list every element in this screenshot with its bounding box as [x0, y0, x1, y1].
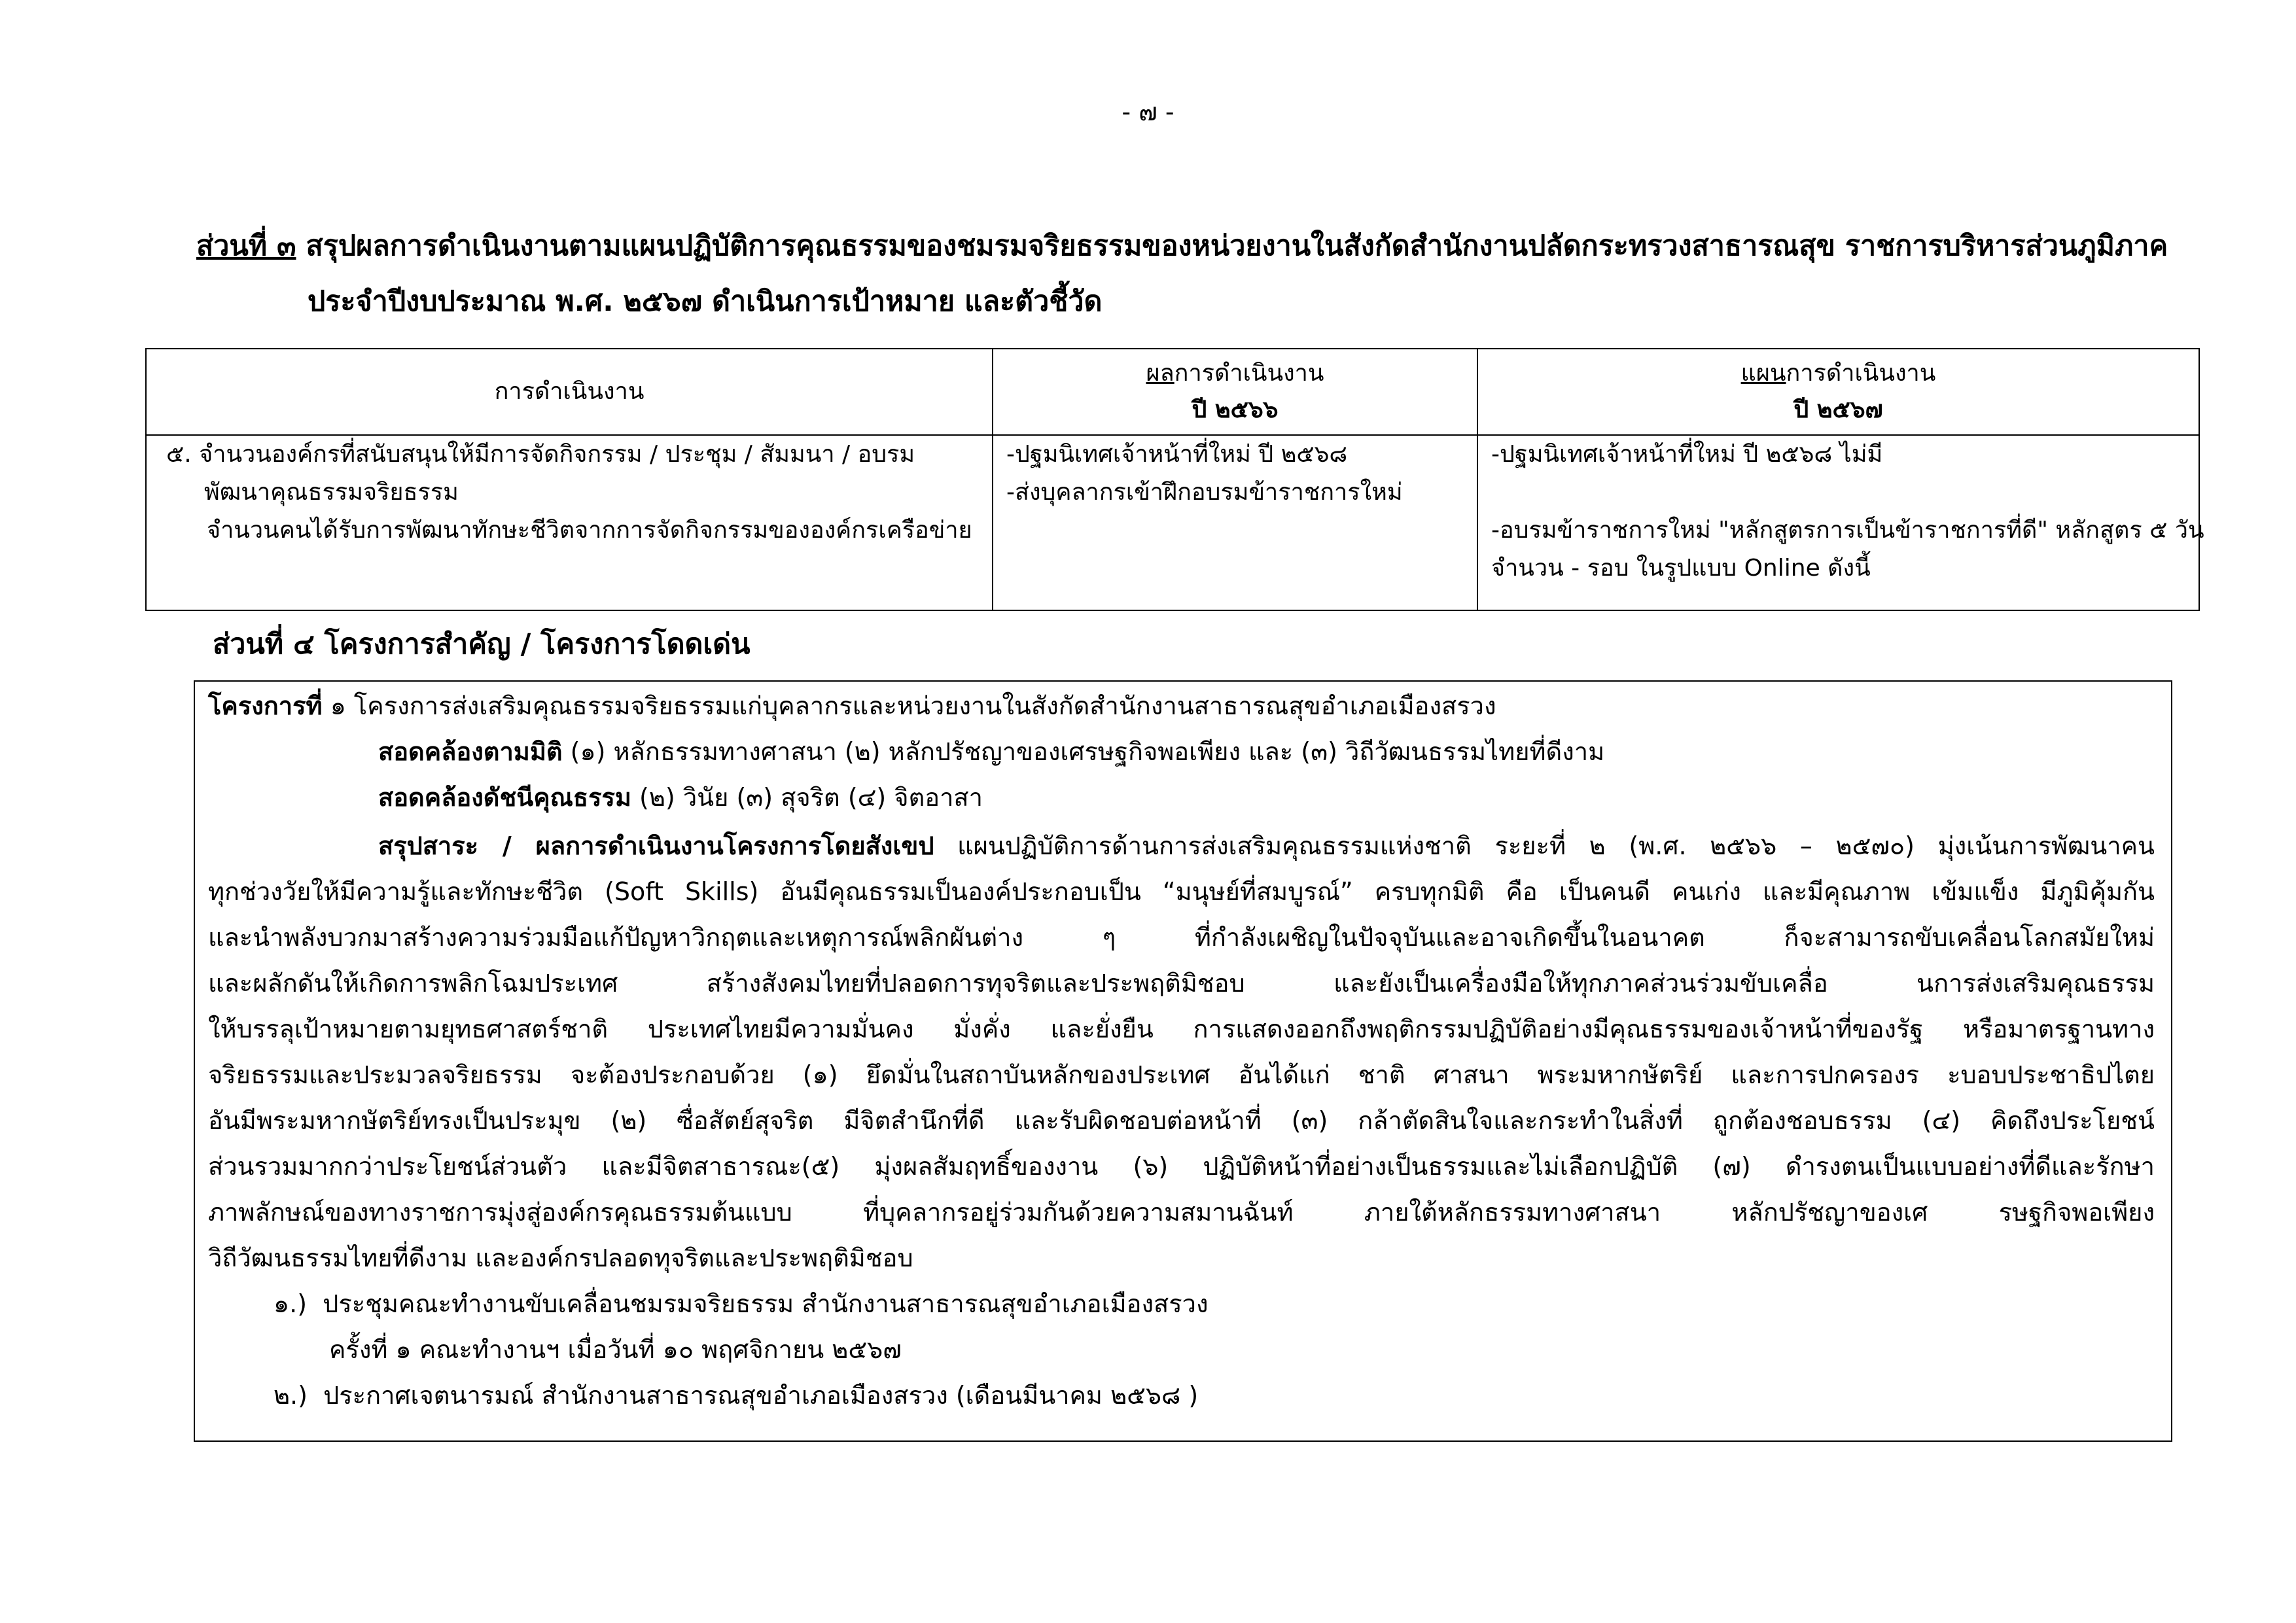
row-operation-line: พัฒนาคุณธรรมจริยธรรม — [204, 479, 459, 506]
summary-line: จริยธรรมและประมวลจริยธรรม จะต้องประกอบด้วย (๑) ยึดมั่นในสถาบันหลักของประเทศ อันได้แก่ ชาติ ศาสนา พระมหากษัตริย์ และการปกครองร ะบอบประชาธิปไตย — [208, 1060, 2155, 1089]
header-plan-rest: การดำเนินงาน — [1786, 360, 1936, 387]
project-title-line — [208, 693, 1496, 718]
header-plan-prefix: แผน — [1740, 360, 1786, 387]
header-results-year: ปี ๒๕๖๖ — [1192, 396, 1279, 423]
activity-item — [274, 1291, 1209, 1316]
header-results-2566 — [993, 349, 1477, 435]
results-table — [145, 348, 2204, 611]
row-results-cell — [993, 435, 1477, 610]
project-label: โครงการที่ — [208, 691, 323, 720]
row-operation-cell — [146, 435, 993, 610]
section3-title-line2: ประจำปีงบประมาณ พ.ศ. ๒๕๖๗ ดำเนินการเป้าหมาย และตัวชี้วัด — [308, 285, 1103, 318]
row-operation-line: ๕. จำนวนองค์กรที่สนับสนุนให้มีการจัดกิจกรรม / ประชุม / สัมมนา / อบรม — [166, 441, 915, 468]
summary-line: วิถีวัฒนธรรมไทยที่ดีงาม และองค์กรปลอดทุจริตและประพฤติมิชอบ — [208, 1244, 913, 1272]
row-plan-line: -อบรมข้าราชการใหม่ "หลักสูตรการเป็นข้าราชการที่ดี" หลักสูตร ๕ วัน — [1491, 517, 2204, 544]
row-plan-line: จำนวน - รอบ ในรูปแบบ Online ดังนี้ — [1491, 555, 1871, 582]
header-plan-2567 — [1477, 349, 2199, 435]
table-row — [146, 435, 2199, 610]
index-text: (๒) วินัย (๓) สุจริต (๔) จิตอาสา — [631, 783, 983, 812]
activity-number: ๑.) — [274, 1289, 308, 1318]
project-name: ๑ โครงการส่งเสริมคุณธรรมจริยธรรมแก่บุคลากรและหน่วยงานในสังกัดสำนักงานสาธารณสุขอำเภอเมืองสรวง — [322, 691, 1496, 720]
row-results-line: -ปฐมนิเทศเจ้าหน้าที่ใหม่ ปี ๒๕๖๘ — [1006, 441, 1348, 468]
summary-line: และนำพลังบวกมาสร้างความร่วมมือแก้ปัญหาวิกฤตและเหตุการณ์พลิกผันต่าง ๆ ที่กำลังเผชิญในปัจจุบันและอาจเกิดขึ้นในอนาคต ก็จะสามารถขับเคลื่อนโลกสมัยใหม่ — [208, 923, 2155, 952]
activity-number: ๒.) — [274, 1381, 308, 1410]
project-box — [194, 680, 2172, 1442]
table-header-row — [146, 349, 2199, 435]
header-results-prefix: ผล — [1146, 360, 1174, 387]
project-index-line — [378, 785, 983, 810]
header-operation — [146, 349, 993, 435]
summary-line: อันมีพระมหากษัตริย์ทรงเป็นประมุข (๒) ซื่อสัตย์สุจริต มีจิตสำนึกที่ดี และรับผิดชอบต่อหน้าที่ (๓) กล้าตัดสินใจและกระทำในสิ่งที่ ถูกต้องชอบธรรม (๔) คิดถึงประโยชน์ — [208, 1106, 2155, 1135]
activity-text: ประกาศเจตนารมณ์ สำนักงานสาธารณสุขอำเภอเมืองสรวง (เดือนมีนาคม ๒๕๖๘ ) — [323, 1381, 1199, 1410]
summary-line: ส่วนรวมมากกว่าประโยชน์ส่วนตัว และมีจิตสาธารณะ(๕) มุ่งผลสัมฤทธิ์ของงาน (๖) ปฏิบัติหน้าที่อย่างเป็นธรรมและไม่เลือกปฏิบัติ (๗) ดำรงตนเป็นแบบอย่างที่ดีและรักษา — [208, 1152, 2155, 1181]
row-operation-line: จำนวนคนได้รับการพัฒนาทักษะชีวิตจากการจัดกิจกรรมขององค์กรเครือข่าย — [207, 517, 972, 544]
activity-text: ประชุมคณะทำงานขับเคลื่อนชมรมจริยธรรม สำนักงานสาธารณสุขอำเภอเมืองสรวง — [323, 1289, 1209, 1318]
activity-sub: ครั้งที่ ๑ คณะทำงานฯ เมื่อวันที่ ๑๐ พฤศจิกายน ๒๕๖๗ — [329, 1335, 902, 1364]
index-label: สอดคล้องดัชนีคุณธรรม — [378, 783, 631, 812]
page-number: - ๗ - — [1122, 97, 1174, 126]
summary-label: สรุปสาระ / ผลการดำเนินงานโครงการโดยสังเขป — [378, 831, 934, 860]
summary-line: ทุกช่วงวัยให้มีความรู้และทักษะชีวิต (Soft Skills) อันมีคุณธรรมเป็นองค์ประกอบเป็น “มนุษย์ที่สมบูรณ์” ครบทุกมิติ คือ เป็นคนดี คนเก่ง และมีคุณภาพ เข้มแข็ง มีภูมิคุ้มกัน — [208, 877, 2155, 906]
section3-title-text: สรุปผลการดำเนินงานตามแผนปฏิบัติการคุณธรรมของชมรมจริยธรรมของหน่วยงานในสังกัดสำนักงานปลัดกระทรวงสาธารณสุข ราชการบริหารส่วนภูมิภาค — [306, 230, 2168, 262]
section3-title — [196, 232, 2192, 260]
summary-line: ภาพลักษณ์ของทางราชการมุ่งสู่องค์กรคุณธรรมต้นแบบ ที่บุคลากรอยู่ร่วมกันด้วยความสมานฉันท์ ภายใต้หลักธรรมทางศาสนา หลักปรัชญาของเศ รษฐกิจพอเพียง — [208, 1198, 2155, 1227]
summary-line: ให้บรรลุเป้าหมายตามยุทธศาสตร์ชาติ ประเทศไทยมีความมั่นคง มั่งคั่ง และยั่งยืน การแสดงออกถึงพฤติกรรมปฏิบัติอย่างมีคุณธรรมของเจ้าหน้าที่ของรัฐ หรือมาตรฐานทาง — [208, 1015, 2155, 1043]
row-results-line: -ส่งบุคลากรเข้าฝึกอบรมข้าราชการใหม่ — [1006, 479, 1403, 506]
project-dimension-line — [378, 739, 1604, 764]
dimension-text: (๑) หลักธรรมทางศาสนา (๒) หลักปรัชญาของเศรษฐกิจพอเพียง และ (๓) วิถีวัฒนธรรมไทยที่ดีงาม — [562, 737, 1605, 766]
summary-line: และผลักดันให้เกิดการพลิกโฉมประเทศ สร้างสังคมไทยที่ปลอดการทุจริตและประพฤติมิชอบ และยังเป็นเครื่องมือให้ทุกภาคส่วนร่วมขับเคลื่อ นการส่งเสริมคุณธรรม — [208, 969, 2155, 998]
summary-first-line — [378, 833, 2155, 858]
dimension-label: สอดคล้องตามมิติ — [378, 737, 563, 766]
row-plan-cell — [1477, 435, 2204, 610]
header-plan-year: ปี ๒๕๖๗ — [1793, 396, 1883, 423]
header-results-rest: การดำเนินงาน — [1174, 360, 1324, 387]
summary-first: แผนปฏิบัติการด้านการส่งเสริมคุณธรรมแห่งชาติ ระยะที่ ๒ (พ.ศ. ๒๕๖๖ – ๒๕๗๐) มุ่งเน้นการพัฒนาคน — [934, 831, 2155, 860]
section4-title: ส่วนที่ ๔ โครงการสำคัญ / โครงการโดดเด่น — [213, 628, 751, 661]
activity-item — [274, 1383, 1198, 1408]
section3-label: ส่วนที่ ๓ — [196, 230, 296, 262]
header-operation-label: การดำเนินงาน — [494, 378, 645, 405]
row-plan-line: -ปฐมนิเทศเจ้าหน้าที่ใหม่ ปี ๒๕๖๘ ไม่มี — [1491, 441, 1883, 468]
